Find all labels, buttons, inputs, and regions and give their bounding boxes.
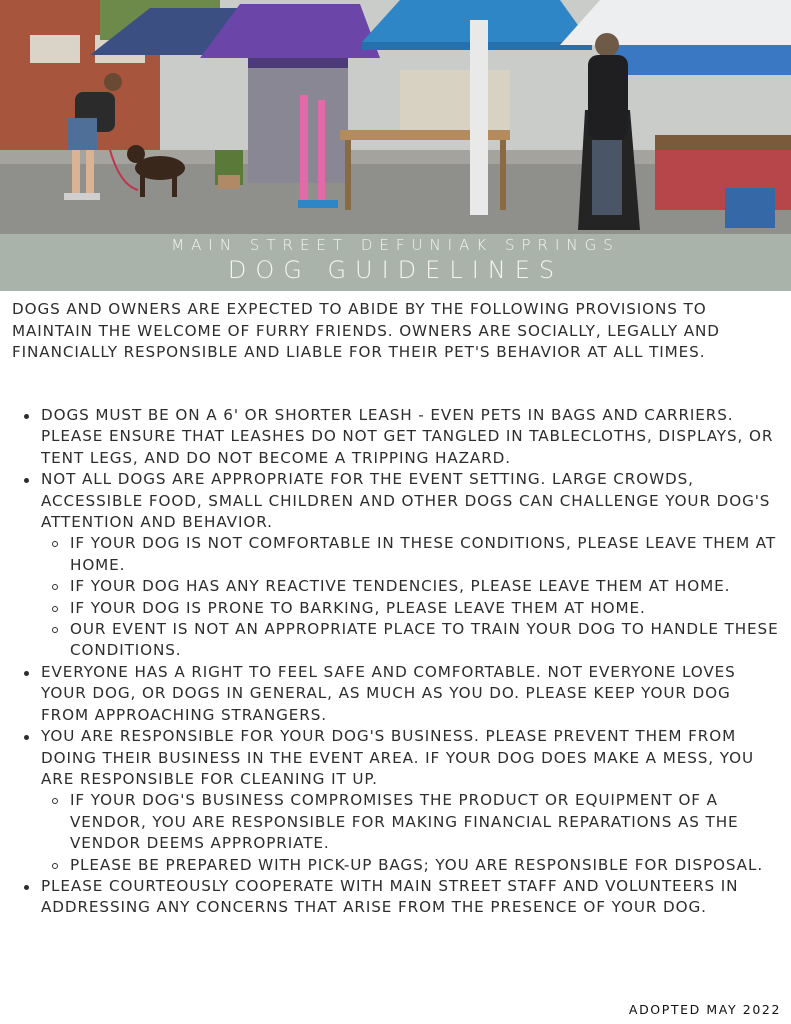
title-band	[0, 234, 791, 291]
rule-item	[12, 469, 784, 662]
sub-rule-item: OUR EVENT IS NOT AN APPROPRIATE PLACE TO TRAIN YOUR DOG TO HANDLE THESE CONDITIONS.	[41, 619, 784, 662]
sub-rule-item: IF YOUR DOG HAS ANY REACTIVE TENDENCIES, PLEASE LEAVE THEM AT HOME.	[41, 576, 784, 597]
hero-photo	[0, 0, 791, 234]
adopted-date: ADOPTED MAY 2022	[628, 1002, 781, 1017]
header-subtitle: MAIN STREET DEFUNIAK SPRINGS	[171, 236, 620, 254]
sub-rule-item: IF YOUR DOG IS PRONE TO BARKING, PLEASE LEAVE THEM AT HOME.	[41, 598, 784, 619]
rules-list	[12, 405, 784, 919]
rule-item	[12, 726, 784, 876]
rule-item	[12, 662, 784, 726]
sub-rule-item: IF YOUR DOG'S BUSINESS COMPROMISES THE PRODUCT OR EQUIPMENT OF A VENDOR, YOU ARE RESPONSIBLE FOR MAKING FINANCIAL REPARATIONS AS THE VENDOR DEEMS APPROPRIATE.	[41, 790, 784, 854]
market-scene-illustration	[0, 0, 791, 234]
sub-rule-item: IF YOUR DOG IS NOT COMFORTABLE IN THESE CONDITIONS, PLEASE LEAVE THEM AT HOME.	[41, 533, 784, 576]
rule-text: DOGS MUST BE ON A 6' OR SHORTER LEASH - EVEN PETS IN BAGS AND CARRIERS. PLEASE ENSURE THAT LEASHES DO NOT GET TANGLED IN TABLECLOTHS, DISPLAYS, OR TENT LEGS, AND DO NOT BECOME A TRIPPING HAZARD.	[41, 406, 774, 467]
rule-item	[12, 405, 784, 469]
rule-text: EVERYONE HAS A RIGHT TO FEEL SAFE AND COMFORTABLE. NOT EVERYONE LOVES YOUR DOG, OR DOGS IN GENERAL, AS MUCH AS YOU DO. PLEASE KEEP YOUR DOG FROM APPROACHING STRANGERS.	[41, 662, 736, 724]
sub-rule-item: PLEASE BE PREPARED WITH PICK-UP BAGS; YOU ARE RESPONSIBLE FOR DISPOSAL.	[41, 855, 784, 876]
intro-paragraph: DOGS AND OWNERS ARE EXPECTED TO ABIDE BY THE FOLLOWING PROVISIONS TO MAINTAIN THE WELCOME OF FURRY FRIENDS. OWNERS ARE SOCIALLY, LEGALLY AND FINANCIALLY RESPONSIBLE AND LIABLE FOR THEIR PET'S BEHAVIOR AT ALL TIMES.	[12, 300, 720, 362]
page-title: DOG GUIDELINES	[227, 256, 564, 284]
rule-item	[12, 876, 784, 919]
rule-text: YOU ARE RESPONSIBLE FOR YOUR DOG'S BUSINESS. PLEASE PREVENT THEM FROM DOING THEIR BUSINESS IN THE EVENT AREA. IF YOUR DOG DOES MAKE A MESS, YOU ARE RESPONSIBLE FOR CLEANING IT UP.	[41, 727, 754, 788]
rule-text: PLEASE COURTEOUSLY COOPERATE WITH MAIN STREET STAFF AND VOLUNTEERS IN ADDRESSING ANY CONCERNS THAT ARISE FROM THE PRESENCE OF YOUR DOG.	[41, 876, 739, 917]
sub-rules-list	[41, 790, 784, 876]
sub-rules-list	[41, 533, 784, 661]
rule-text: NOT ALL DOGS ARE APPROPRIATE FOR THE EVENT SETTING. LARGE CROWDS, ACCESSIBLE FOOD, SMALL CHILDREN AND OTHER DOGS CAN CHALLENGE YOUR DOG'S ATTENTION AND BEHAVIOR.	[41, 470, 771, 532]
